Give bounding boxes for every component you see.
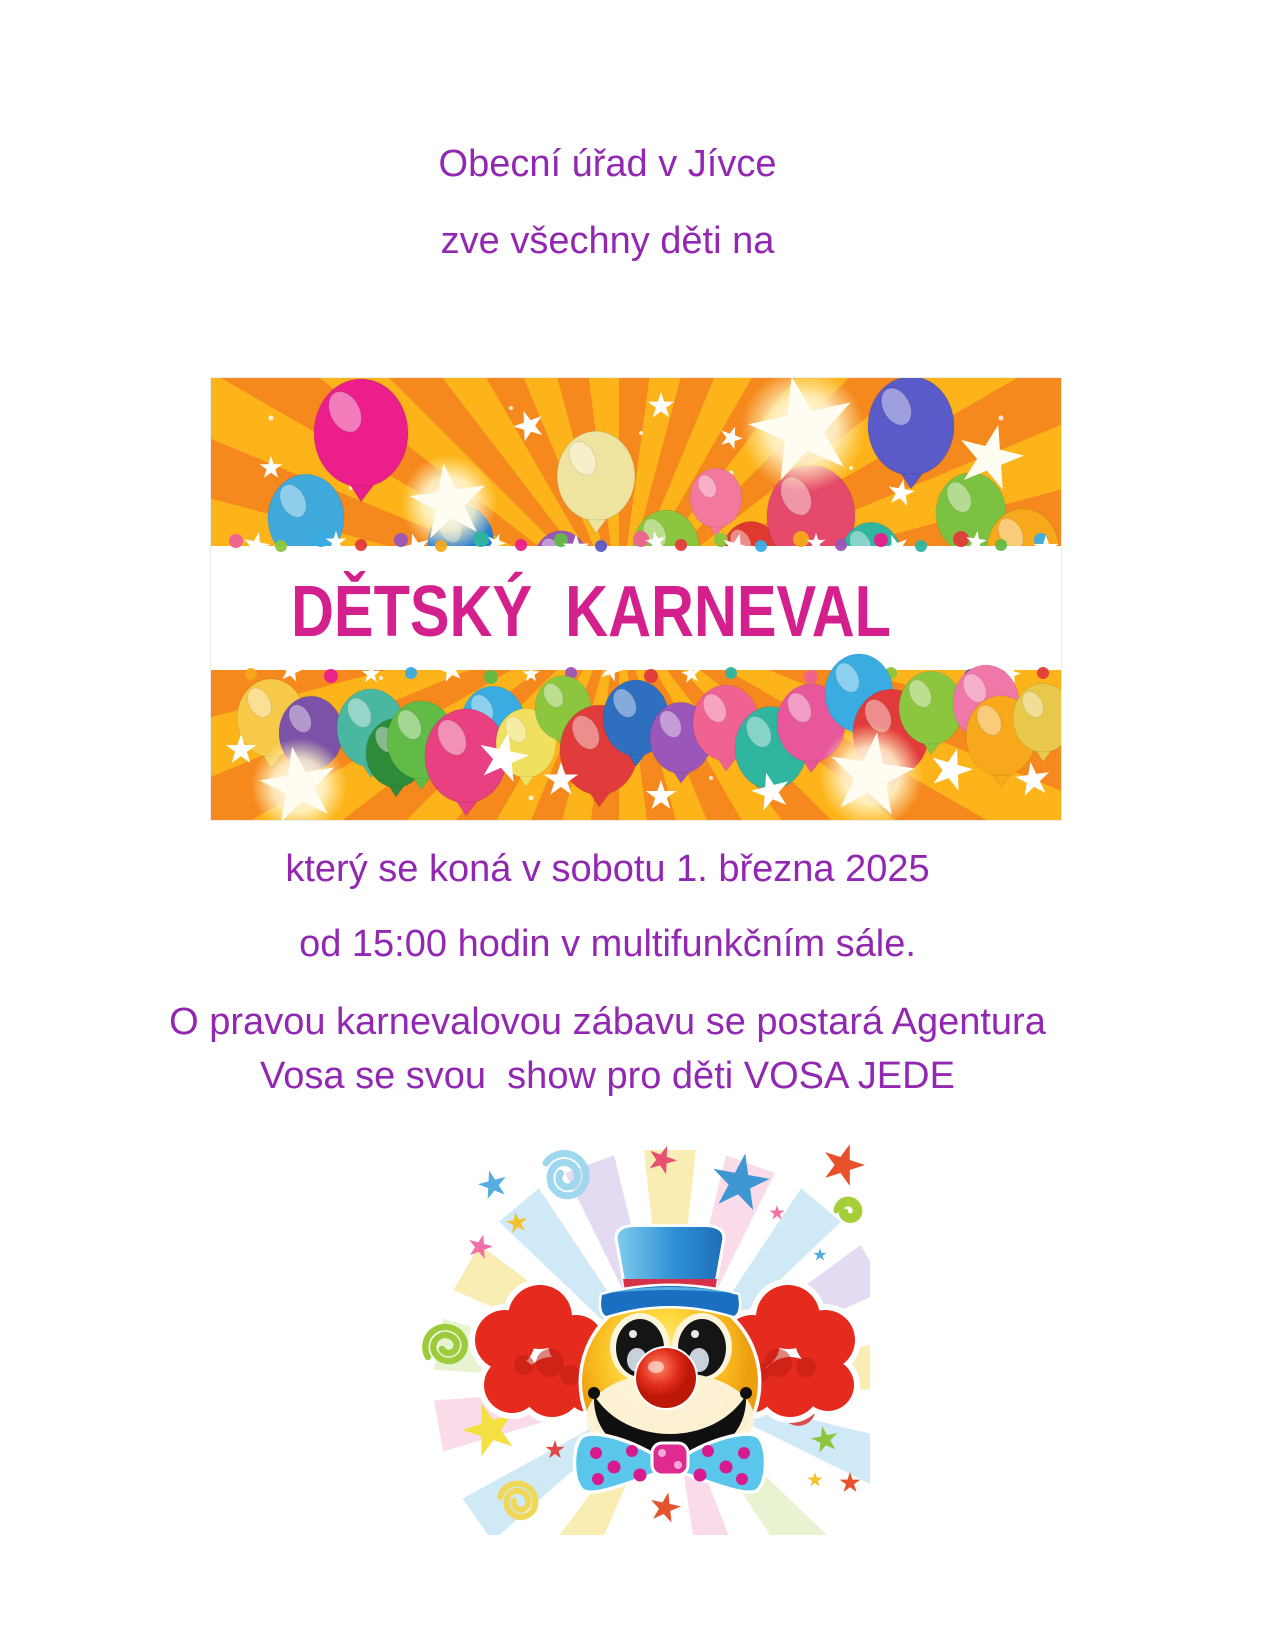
clown-top-hat	[601, 1227, 739, 1316]
header-line-1: Obecní úřad v Jívce	[438, 143, 777, 185]
clown-bow-tie	[576, 1436, 764, 1491]
event-date-line: který se koná v sobotu 1. března 2025	[285, 848, 930, 890]
banner-title: DĚTSKÝ KARNEVAL	[291, 572, 1018, 652]
event-time-line: od 15:00 hodin v multifunkčním sále.	[299, 923, 916, 965]
event-description-line-2: Vosa se svou show pro děti VOSA JEDE	[260, 1055, 955, 1097]
header-line-2: zve všechny děti na	[440, 220, 775, 262]
event-description-line-1: O pravou karnevalovou zábavu se postará Agentura	[169, 1001, 1046, 1043]
clown-artwork	[400, 1135, 870, 1535]
carnival-banner-image	[211, 378, 1061, 820]
banner-artwork	[211, 378, 1061, 820]
clown-nose	[636, 1348, 696, 1408]
clown-illustration	[400, 1135, 870, 1535]
